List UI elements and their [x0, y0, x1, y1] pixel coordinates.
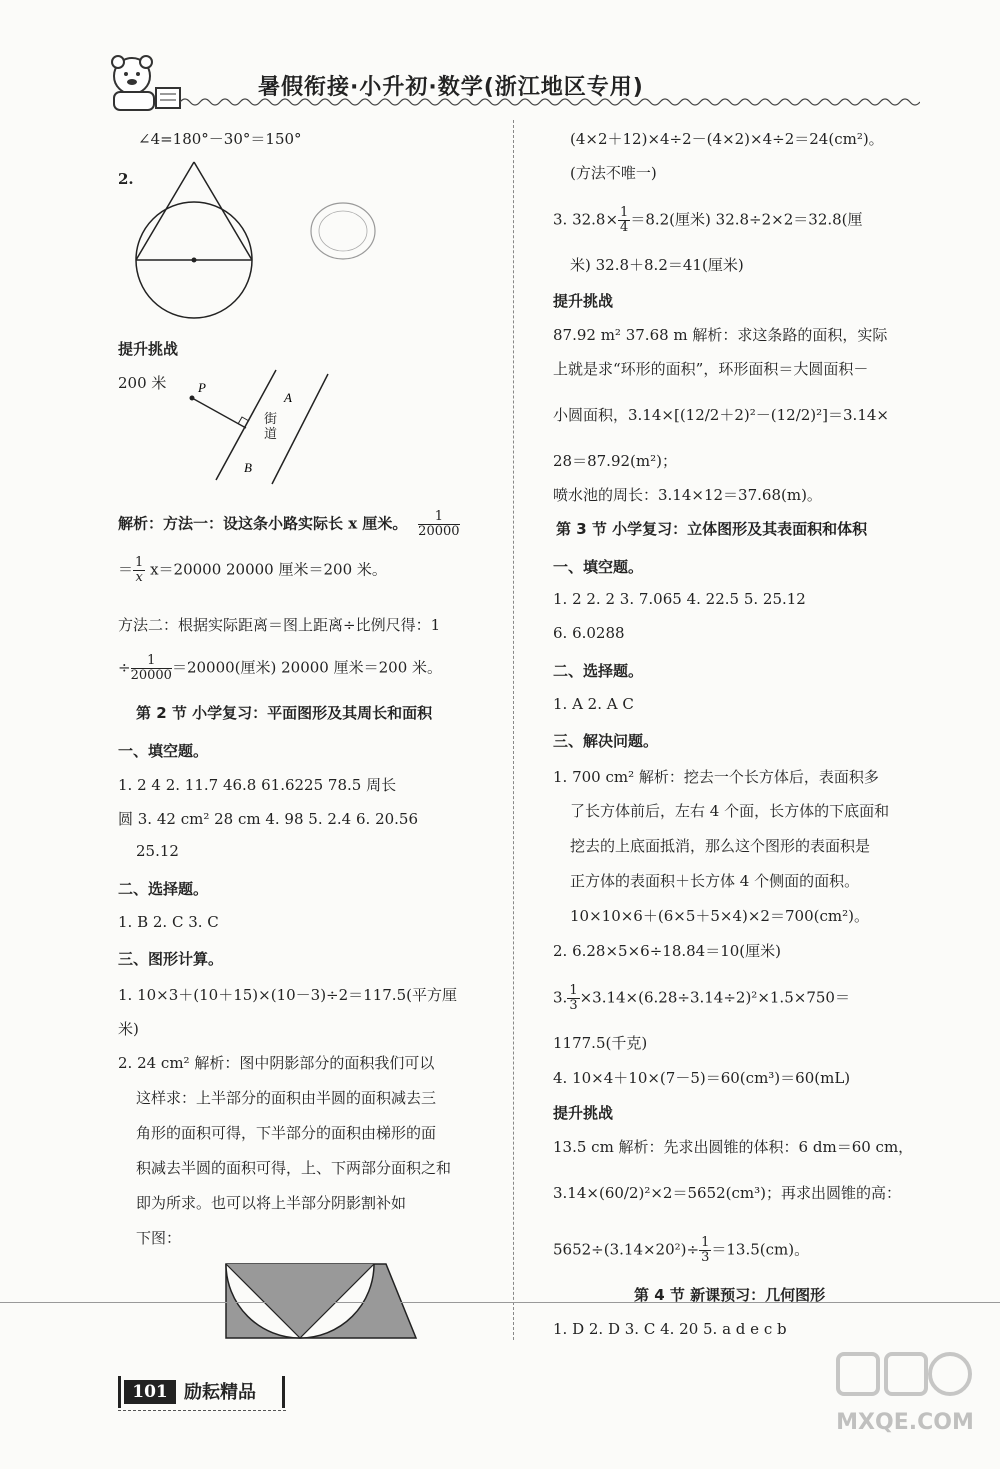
calc-title: 三、图形计算。 [118, 950, 224, 968]
section-3-title: 第 3 节 小学复习：立体图形及其表面积和体积 [556, 520, 868, 538]
solve-2: 2. 6.28×5×6÷18.84＝10(厘米) [553, 942, 782, 960]
angle-answer: ∠4=180°－30°＝150° [138, 130, 302, 148]
calc-2e: 即为所求。也可以将上半部分阴影割补如 [136, 1194, 407, 1212]
map-label-p: P [198, 380, 206, 395]
left-fill-title: 一、填空题。 [118, 742, 209, 760]
challenge-3-title: 提升挑战 [553, 1104, 614, 1122]
analysis-1a: 解析：方法一：设这条小路实际长 x 厘米。 $\frac{1}{20000}$ [118, 509, 460, 539]
map-street-label: 街道 [264, 412, 278, 442]
calc-2c: 角形的面积可得，下半部分的面积由梯形的面 [136, 1124, 437, 1142]
solve-1b: 了长方体前后，左右 4 个面，长方体的下底面和 [570, 802, 890, 820]
challenge-1-answer: 200 米 [118, 374, 167, 392]
map-label-b: B [244, 460, 252, 475]
challenge-2e: 喷水池的周长：3.14×12＝37.68(m)。 [553, 486, 822, 504]
calc-1a: 1. 10×3＋(10＋15)×(10－3)÷2＝117.5(平方厘 [118, 986, 457, 1004]
column-divider [513, 120, 514, 1340]
watermark-text: MXQE.COM [836, 1410, 974, 1435]
solve-1c: 挖去的上底面抵消，那么这个图形的表面积是 [570, 837, 871, 855]
analysis-1c: 方法二：根据实际距离＝图上距离÷比例尺得：1 [118, 616, 441, 634]
footer-dashed-line [118, 1410, 286, 1411]
solve-3b: 1177.5(千克) [553, 1034, 648, 1052]
challenge-1-title: 提升挑战 [118, 340, 179, 358]
series-name: 励耘精品 [184, 1382, 256, 1403]
calc-1b: 米) [118, 1020, 139, 1038]
section-4-title: 第 4 节 新课预习：几何图形 [634, 1286, 826, 1304]
challenge-2c: 小圆面积，3.14×[(12/2＋2)²－(12/2)²]＝3.14× [553, 406, 889, 424]
right-fill-answers-1: 1. 2 2. 2 3. 7.065 4. 22.5 5. 25.12 [553, 590, 806, 608]
analysis-1d: ÷ $\frac{1}{20000}$ ＝20000(厘米) 20000 厘米＝200 米。 [118, 653, 443, 683]
footer-bracket-right [282, 1376, 285, 1408]
calc-2a: 2. 24 cm² 解析：图中阴影部分的面积我们可以 [118, 1054, 435, 1072]
right-choice-title: 二、选择题。 [553, 662, 644, 680]
left-fill-answers-1: 1. 2 4 2. 11.7 46.8 61.6225 78.5 周长 [118, 776, 397, 794]
challenge-3c: 5652÷(3.14×20²)÷ $\frac{1}{3}$ ＝13.5(cm)。 [553, 1235, 810, 1265]
challenge-3b: 3.14×(60/2)²×2＝5652(cm³)；再求出圆锥的高： [553, 1184, 901, 1202]
right-line-2: (方法不唯一) [570, 164, 657, 182]
analysis-1b: ＝ $\frac{1}{x}$ x＝20000 20000 厘米＝200 米。 [118, 555, 387, 585]
map-label-a: A [284, 390, 292, 405]
left-choice-answers: 1. B 2. C 3. C [118, 913, 219, 931]
left-fill-answers-3: 25.12 [136, 842, 179, 860]
calc-2d: 积减去半圆的面积可得，上、下两部分面积之和 [136, 1159, 452, 1177]
watermark-logo [830, 1348, 980, 1448]
solve-title: 三、解决问题。 [553, 732, 659, 750]
challenge-2a: 87.92 m² 37.68 m 解析：求这条路的面积，实际 [553, 326, 888, 344]
question-2-label: 2. [118, 170, 134, 188]
right-line-4: 米) 32.8＋8.2＝41(厘米) [570, 256, 744, 274]
solve-4: 4. 10×4＋10×(7－5)＝60(cm³)＝60(mL) [553, 1069, 851, 1087]
footer-bracket-left [118, 1376, 121, 1408]
challenge-2b: 上就是求“环形的面积”，环形面积＝大圆面积－ [553, 360, 869, 378]
solve-3: 3. $\frac{1}{3}$ ×3.14×(6.28÷3.14÷2)²×1.5×750＝ [553, 983, 850, 1013]
header-title: 暑假衔接·小升初·数学(浙江地区专用) [258, 75, 644, 100]
street-map-figure [180, 362, 340, 490]
left-fill-answers-2: 圆 3. 42 cm² 28 cm 4. 98 5. 2.4 6. 20.56 [118, 810, 419, 828]
section-2-title: 第 2 节 小学复习：平面图形及其周长和面积 [136, 704, 433, 722]
homework-stamp [308, 200, 378, 262]
left-choice-title: 二、选择题。 [118, 880, 209, 898]
bottom-rule [0, 1302, 1000, 1303]
right-fill-answers-2: 6. 6.0288 [553, 624, 625, 642]
right-choice-answers: 1. A 2. A C [553, 695, 634, 713]
circle-triangle-figure [130, 158, 270, 344]
challenge-2d: 28＝87.92(m²)； [553, 452, 677, 470]
header-wave-rule [180, 94, 920, 106]
page-number: 101 [124, 1380, 176, 1404]
right-line-3: 3. 32.8× $\frac{1}{4}$ ＝8.2(厘米) 32.8÷2×2＝32.8(厘 [553, 205, 863, 235]
solve-1d: 正方体的表面积＋长方体 4 个侧面的面积。 [570, 872, 860, 890]
challenge-3a: 13.5 cm 解析：先求出圆锥的体积：6 dm＝60 cm， [553, 1138, 914, 1156]
right-fill-title: 一、填空题。 [553, 558, 644, 576]
calc-2f: 下图： [136, 1229, 182, 1247]
challenge-2-title: 提升挑战 [553, 292, 614, 310]
mascot-logo [100, 52, 190, 114]
solve-1a: 1. 700 cm² 解析：挖去一个长方体后，表面积多 [553, 768, 879, 786]
right-line-1: (4×2＋12)×4÷2－(4×2)×4÷2＝24(cm²)。 [570, 130, 884, 148]
section-4-answers: 1. D 2. D 3. C 4. 20 5. a d e c b [553, 1320, 787, 1338]
shaded-semicircle-figure [224, 1262, 418, 1340]
calc-2b: 这样求：上半部分的面积由半圆的面积减去三 [136, 1089, 437, 1107]
solve-1e: 10×10×6＋(6×5＋5×4)×2＝700(cm²)。 [570, 907, 869, 925]
